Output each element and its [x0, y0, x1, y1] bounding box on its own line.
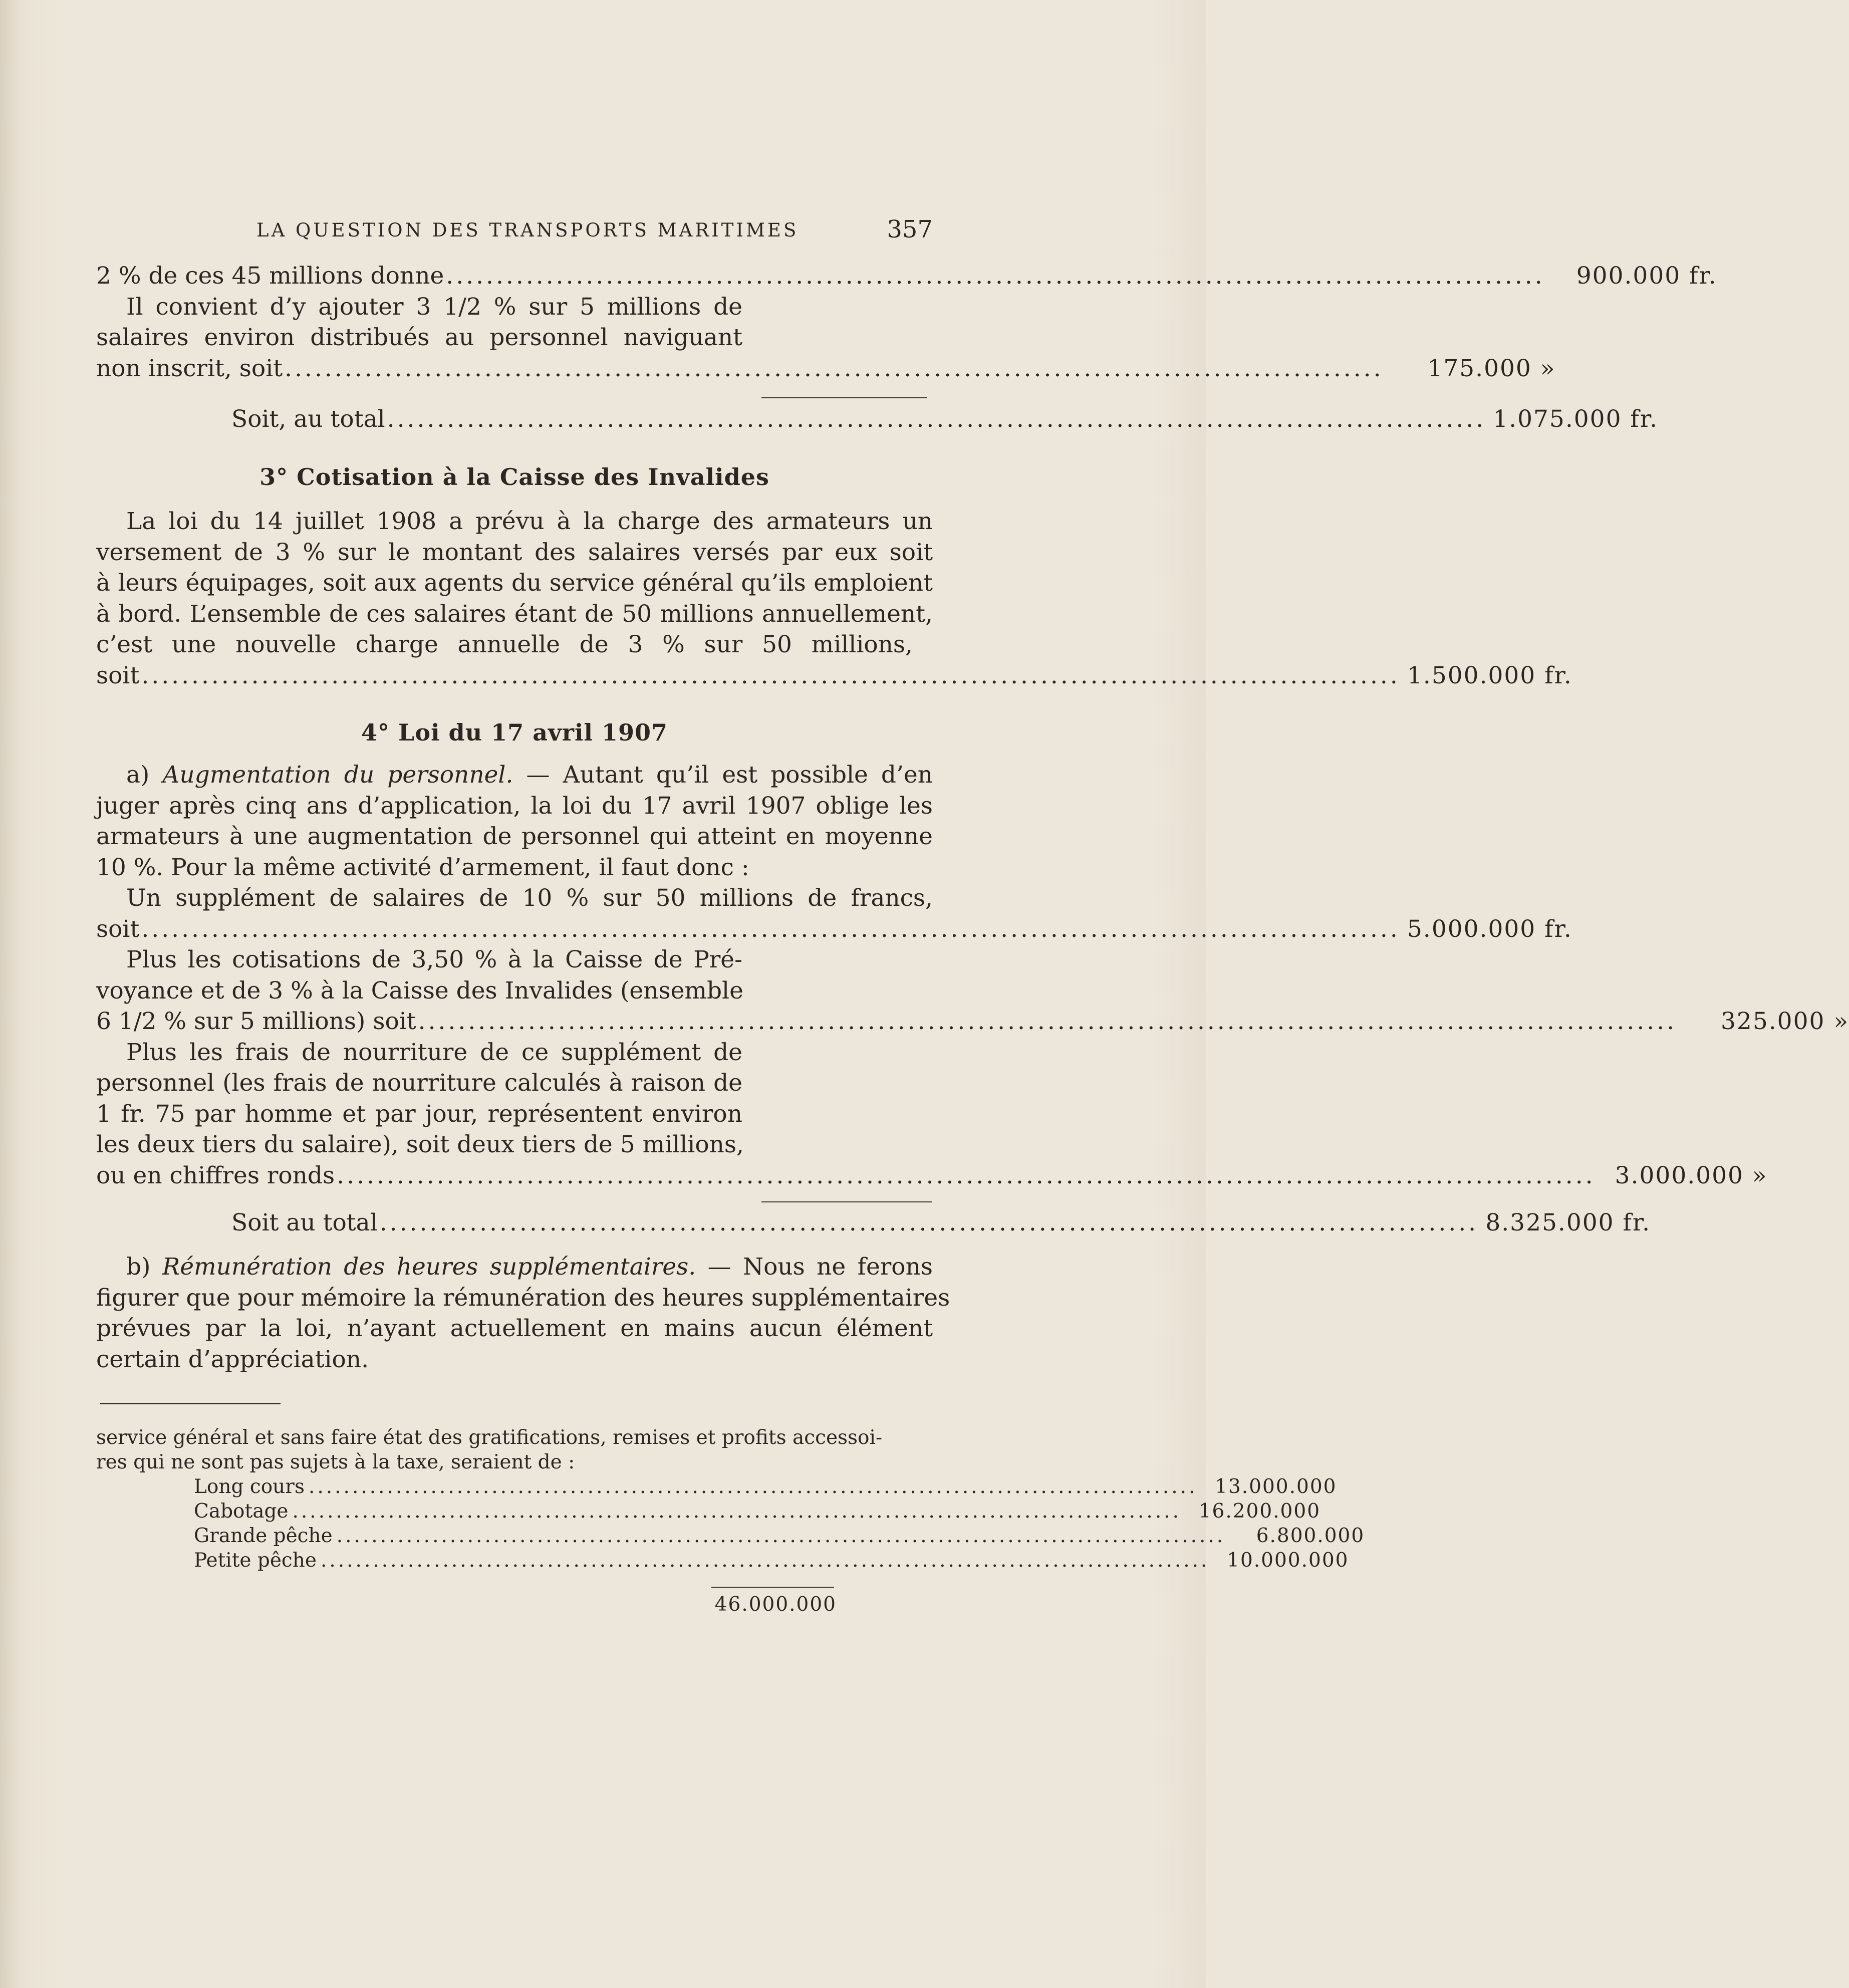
text-line: armateurs à une augmentation de personnel qui atteint en moyenne	[96, 823, 933, 850]
running-title: LA QUESTION DES TRANSPORTS MARITIMES	[256, 219, 799, 241]
text-line: versement de 3 % sur le montant des salaires versés par eux soit	[96, 538, 933, 566]
text-line: La loi du 14 juillet 1908 a prévu à la charge des armateurs un	[126, 508, 933, 535]
block-1-total	[96, 404, 1659, 435]
section-4-body	[96, 760, 1849, 1191]
table-row: Cabotage ...................................................................................................... 16.200.000	[194, 1500, 1321, 1523]
page-header	[96, 215, 933, 243]
total-line: Soit, au total .............................................................................................................. 1.075.000 fr.	[231, 405, 1659, 433]
text-line: personnel (les frais de nourriture calculés à raison de	[96, 1069, 742, 1097]
text-line: Plus les frais de nourriture de ce supplément de	[126, 1038, 742, 1066]
table-row: Long cours ...................................................................................................... 13.000.000	[194, 1475, 1337, 1498]
text-line: 10 %. Pour la même activité d’armement, il faut donc :	[96, 853, 749, 881]
section-4-total	[96, 1207, 1651, 1238]
section-4-b	[96, 1252, 950, 1375]
ledger-line: 2 % de ces 45 millions donne .............................................................................................................. 900.000 fr.	[96, 262, 1717, 290]
text-line: a) Augmentation du personnel. — Autant qu’il est possible d’en	[126, 761, 933, 789]
ledger-line: 6 1/2 % sur 5 millions) soit .............................................................................................................................. 325.000 »	[96, 1008, 1849, 1035]
text-line: Plus les cotisations de 3,50 % à la Caisse de Pré-	[126, 946, 742, 973]
section-3-body	[96, 506, 1572, 691]
footnote-total: 46.000.000	[714, 1593, 837, 1616]
subheading: Rémunération des heures supplémentaires.	[162, 1253, 696, 1281]
ledger-line: ou en chiffres ronds .............................................................................................................................. 3.000.000 »	[96, 1161, 1768, 1189]
text-line: à bord. L’ensemble de ces salaires étant de 50 millions annuellement,	[96, 600, 933, 628]
page-number: 357	[887, 215, 933, 243]
text-line: Un supplément de salaires de 10 % sur 50 millions de francs,	[126, 884, 933, 912]
ledger-line: soit .............................................................................................................................. 5.000.000 fr.	[96, 915, 1572, 943]
text-line: voyance et de 3 % à la Caisse des Invalides (ensemble	[96, 976, 743, 1005]
text-line: certain d’appréciation.	[96, 1345, 369, 1373]
sum-rule	[761, 397, 927, 398]
text-line: juger après cinq ans d’application, la loi du 17 avril 1907 oblige les	[96, 792, 933, 820]
footnote-table	[194, 1474, 1365, 1573]
text-line: Il convient d’y ajouter 3 1/2 % sur 5 millions de	[126, 293, 742, 321]
subheading: Augmentation du personnel.	[162, 761, 513, 789]
text-line: les deux tiers du salaire), soit deux tiers de 5 millions,	[96, 1131, 744, 1158]
text-line: b) Rémunération des heures supplémentaires. — Nous ne ferons	[126, 1253, 933, 1281]
total-line: Soit au total .............................................................................................................. 8.325.000 fr.	[231, 1209, 1651, 1236]
footnote	[96, 1425, 1365, 1573]
sum-rule	[711, 1587, 834, 1588]
sum-rule	[761, 1201, 932, 1202]
ledger-line: non inscrit, soit .............................................................................................................. 175.000 »	[96, 354, 1556, 382]
table-row: Petite pêche ...................................................................................................... 10.000.000	[194, 1549, 1349, 1572]
footnote-separator	[100, 1403, 281, 1404]
section-title: 3° Cotisation à la Caisse des Invalides	[259, 463, 769, 490]
text-line: à leurs équipages, soit aux agents du service général qu’ils emploient	[96, 569, 933, 597]
footnote-line: service général et sans faire état des gratifications, remises et profits accessoi-	[96, 1426, 883, 1449]
footnote-line: res qui ne sont pas sujets à la taxe, seraient de :	[96, 1451, 575, 1473]
ledger-line: soit .............................................................................................................................. 1.500.000 fr.	[96, 661, 1572, 689]
text-line: figurer que pour mémoire la rémunération des heures supplémentaires	[96, 1284, 950, 1312]
text-line: 1 fr. 75 par homme et par jour, représentent environ	[96, 1100, 742, 1128]
text-line: prévues par la loi, n’ayant actuellement en mains aucun élément	[96, 1315, 933, 1342]
table-row: Grande pêche ...................................................................................................... 6.800.000	[194, 1525, 1365, 1547]
section-title: 4° Loi du 17 avril 1907	[361, 719, 668, 746]
text-line: c’est une nouvelle charge annuelle de 3 % sur 50 millions,	[96, 631, 913, 658]
block-1	[96, 261, 1717, 384]
text-line: salaires environ distribués au personnel naviguant	[96, 324, 742, 351]
